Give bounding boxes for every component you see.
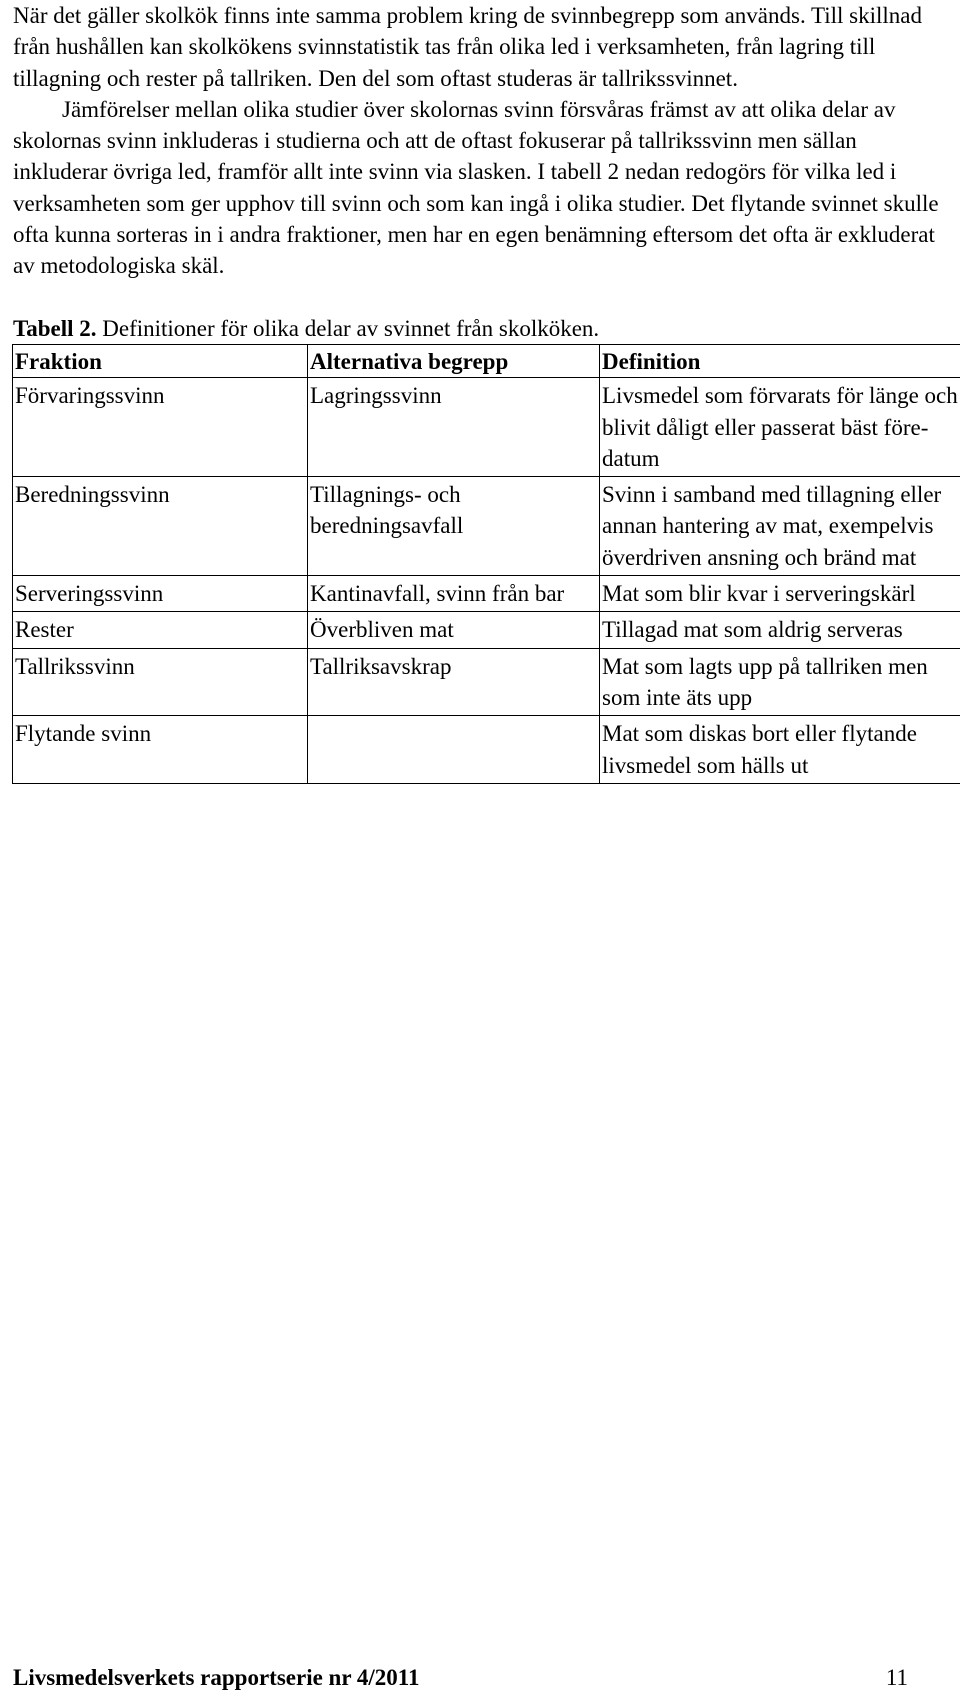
cell-alternativ: Lagringssvinn — [308, 378, 600, 477]
cell-alternativ: Kantinavfall, svinn från bar — [308, 576, 600, 612]
cell-fraktion: Tallrikssvinn — [13, 648, 308, 716]
header-alternativa-begrepp: Alternativa begrepp — [308, 344, 600, 377]
table-row — [13, 612, 960, 648]
table-row — [13, 648, 960, 716]
cell-definition: Tillagad mat som aldrig serveras — [600, 612, 960, 648]
cell-definition: Livsmedel som förvarats för länge och blivit dåligt eller passerat bäst före-datum — [600, 378, 960, 477]
cell-fraktion: Rester — [13, 612, 308, 648]
paragraph-1: När det gäller skolkök finns inte samma problem kring de svinnbegrepp som används. Till skillnad från hushållen kan skolkökens svinnstatistik tas från olika led i verksamheten, från lagring till tillagning och rester på tallriken. Den del som oftast studeras är tallrikssvinnet. — [13, 3, 923, 91]
table-row — [13, 378, 960, 477]
paragraph-2-text: Jämförelser mellan olika studier över skolornas svinn försvåras främst av att olika delar av skolornas svinn inkluderas i studierna och att de oftast fokuserar på tallrikssvinn men sällan inkluderar övriga led, framför allt inte svinn via slasken. I tabell 2 nedan redogörs för vilka led i verksamheten som ger upphov till svinn och som kan ingå i olika studier. Det flytande svinnet skulle ofta kunna sorteras in i andra fraktioner, men har en egen benämning eftersom det ofta är exkluderat av metodologiska skäl. — [13, 96, 939, 279]
cell-alternativ: Tillagnings- och beredningsavfall — [308, 477, 600, 576]
cell-alternativ: Överbliven mat — [308, 612, 600, 648]
paragraph-2 — [13, 94, 953, 282]
cell-fraktion: Serveringssvinn — [13, 576, 308, 612]
table-caption — [13, 313, 953, 344]
cell-definition: Mat som lagts upp på tallriken men som inte äts upp — [600, 648, 960, 716]
page-number: 11 — [885, 1665, 908, 1690]
cell-fraktion: Förvaringssvinn — [13, 378, 308, 477]
document-body — [13, 0, 958, 784]
definitions-table — [12, 344, 960, 784]
table-row — [13, 477, 960, 576]
report-series: Livsmedelsverkets rapportserie nr 4/2011 — [13, 1665, 420, 1690]
cell-alternativ: Tallriksavskrap — [308, 648, 600, 716]
cell-alternativ — [308, 716, 600, 784]
cell-fraktion: Beredningssvinn — [13, 477, 308, 576]
page-footer — [13, 1662, 908, 1693]
header-fraktion: Fraktion — [13, 344, 308, 377]
table-row — [13, 576, 960, 612]
cell-definition: Mat som blir kvar i serveringskärl — [600, 576, 960, 612]
cell-definition: Mat som diskas bort eller flytande livsmedel som hälls ut — [600, 716, 960, 784]
header-definition: Definition — [600, 344, 960, 377]
cell-fraktion: Flytande svinn — [13, 716, 308, 784]
table-caption-label: Tabell 2. — [13, 315, 97, 341]
cell-definition: Svinn i samband med tillagning eller annan hantering av mat, exempelvis överdriven ansning och bränd mat — [600, 477, 960, 576]
table-header-row — [13, 344, 960, 377]
table-caption-text: Definitioner för olika delar av svinnet från skolköken. — [96, 315, 600, 341]
table-row — [13, 716, 960, 784]
